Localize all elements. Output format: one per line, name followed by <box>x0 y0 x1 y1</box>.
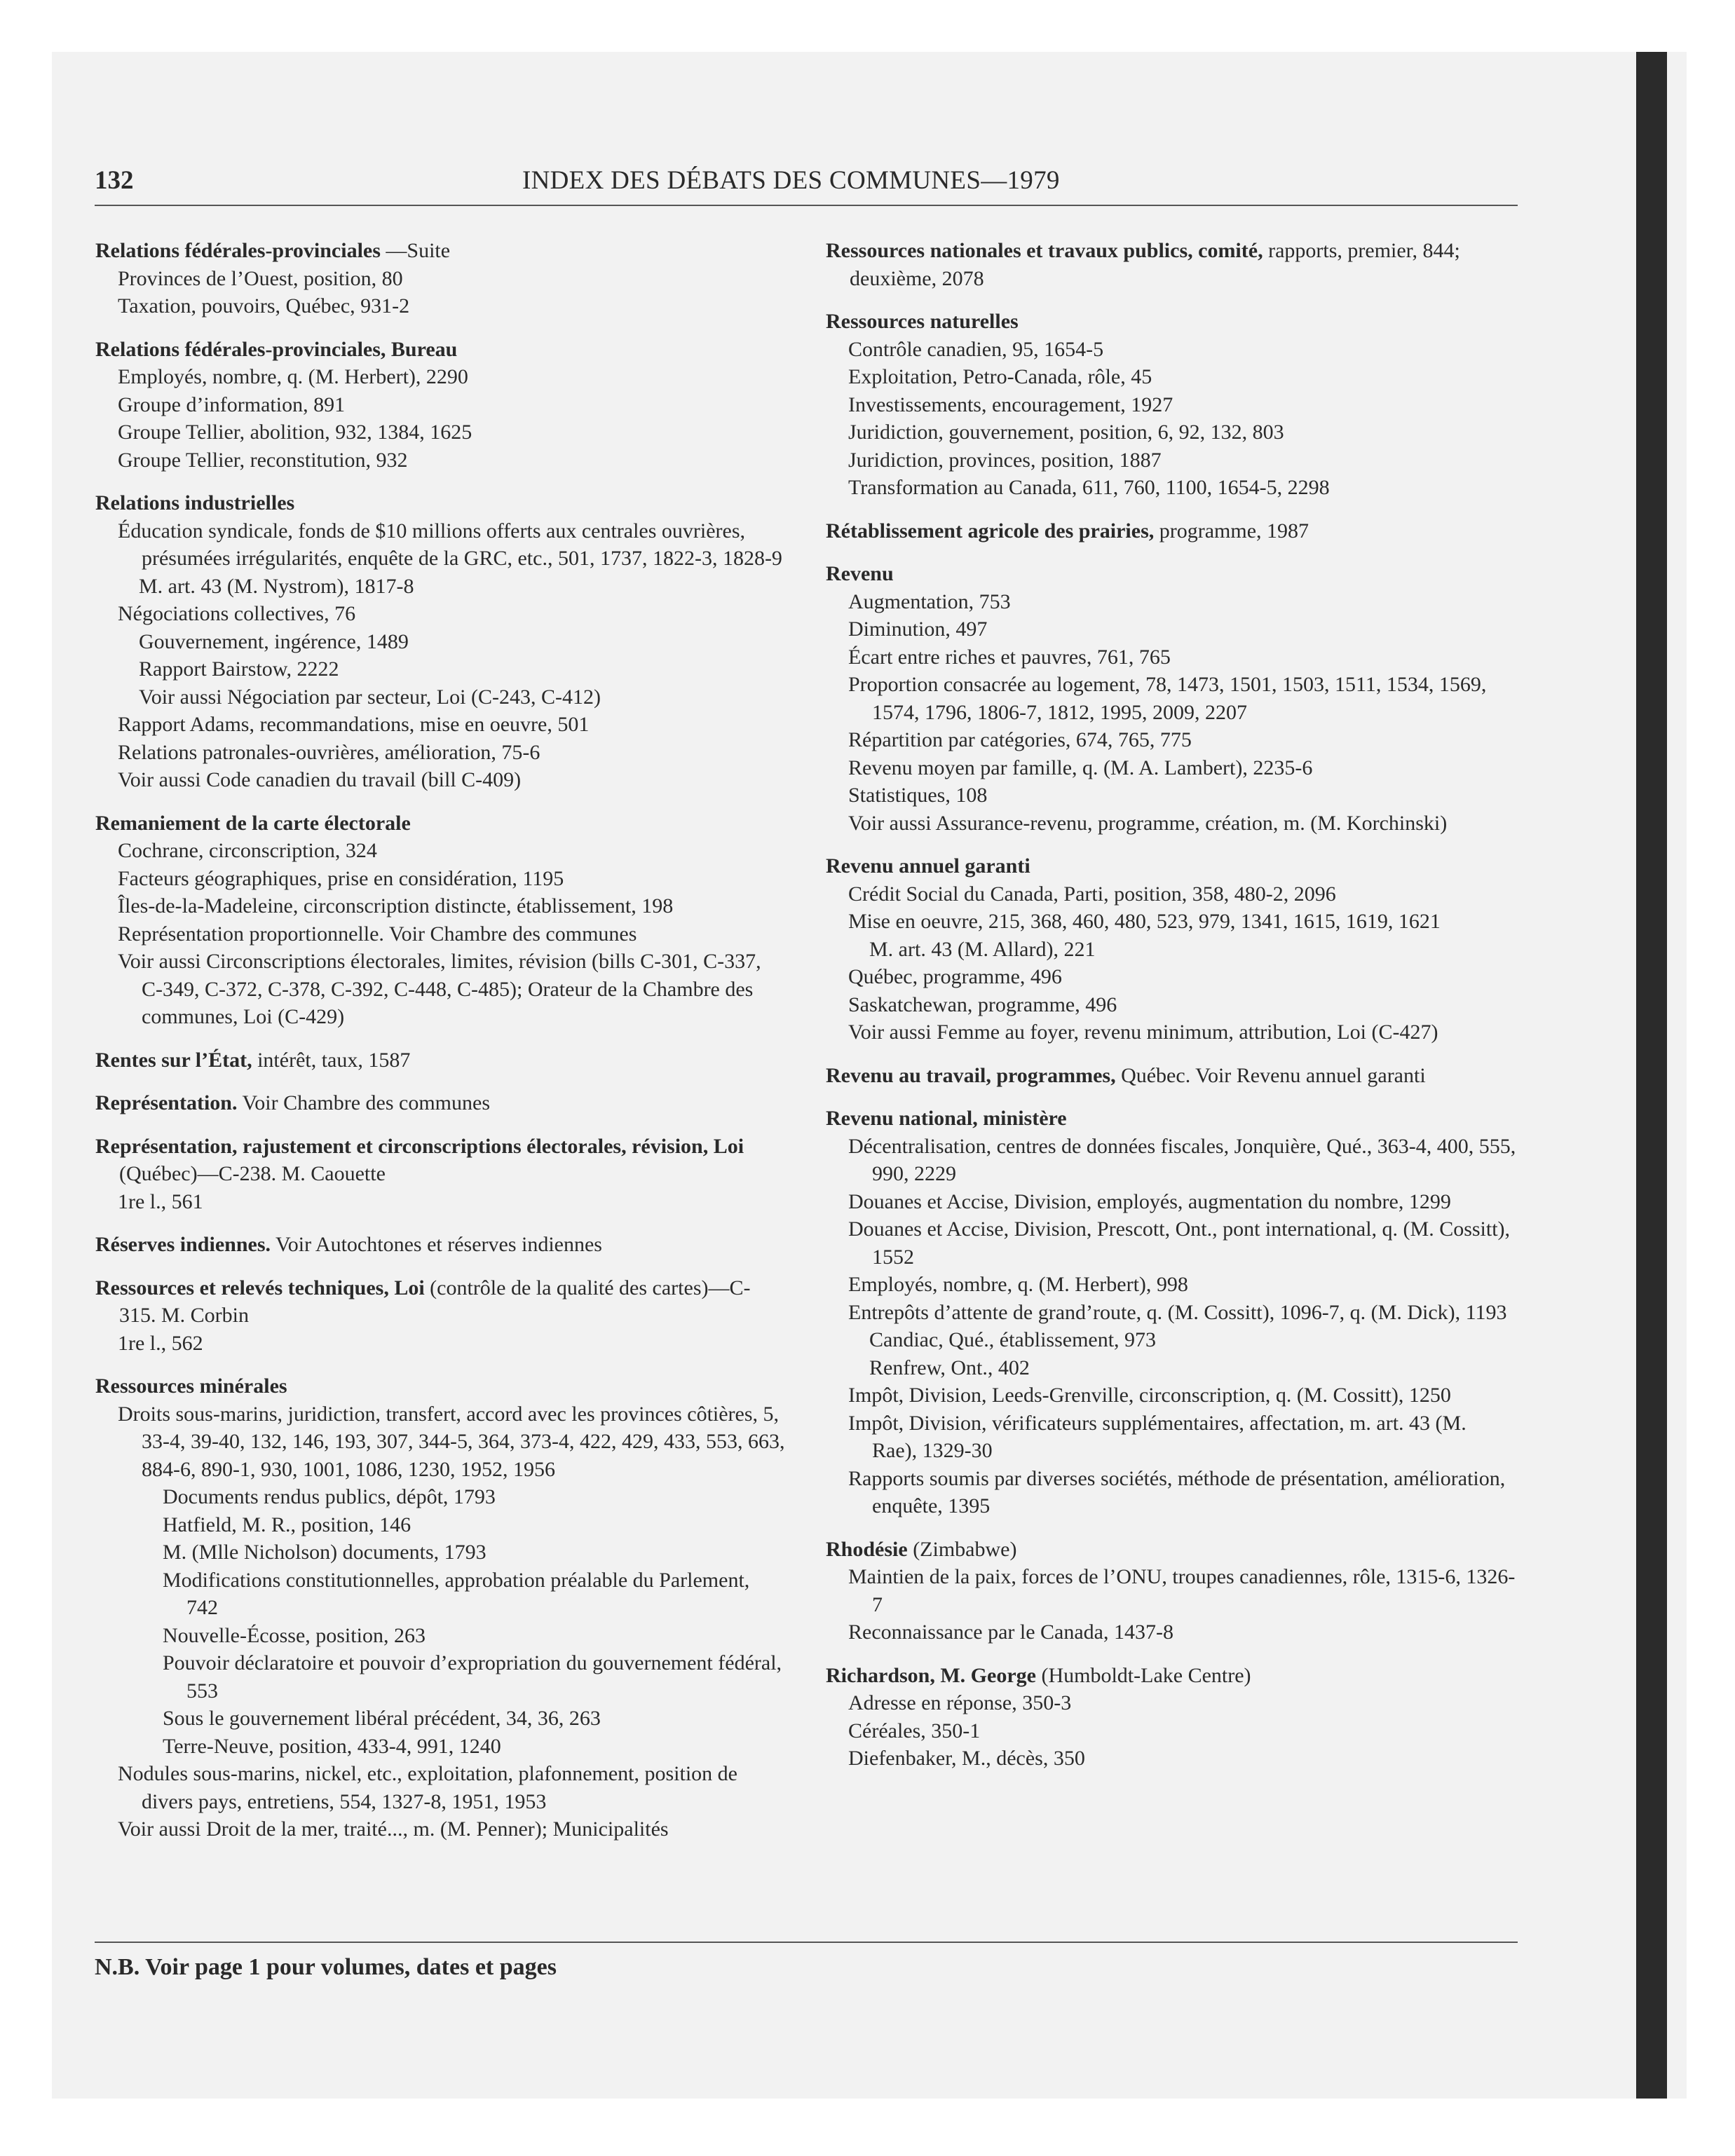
index-subentry: Douanes et Accise, Division, Prescott, Ont., pont international, q. (M. Cossitt), 1552 <box>848 1217 1511 1269</box>
index-subentry: Facteurs géographiques, prise en considération, 1195 <box>118 866 564 890</box>
index-entry-heading <box>826 308 1516 336</box>
index-entry-heading <box>95 237 786 265</box>
index-entry-heading <box>826 560 1516 588</box>
index-entry <box>95 810 786 1031</box>
index-entry <box>95 336 786 475</box>
index-subentry: Revenu moyen par famille, q. (M. A. Lambert), 2235-6 <box>848 756 1313 779</box>
index-subentry: Crédit Social du Canada, Parti, position, 358, 480-2, 2096 <box>848 882 1336 906</box>
index-entry-heading <box>826 852 1516 880</box>
entry-term-rest: (contrôle de la qualité des cartes)—C-315. M. Corbin <box>119 1276 751 1327</box>
index-subentry: Droits sous-marins, juridiction, transfert, accord avec les provinces côtières, 5, 33-4, 39-40, 132, 146, 193, 307, 344-5, 364, 373-4, 422, 429, 433, 553, 663, 884-6, 890-1, 930, 1001, 1086, 1230, 1952, 1956 <box>118 1402 785 1481</box>
entry-term: Richardson, M. George <box>826 1663 1036 1687</box>
entry-term: Revenu au travail, programmes, <box>826 1063 1116 1087</box>
index-subentry: Décentralisation, centres de données fiscales, Jonquière, Qué., 363-4, 400, 555, 990, 2229 <box>848 1134 1516 1185</box>
index-entry-heading <box>826 1662 1516 1690</box>
running-title: INDEX DES DÉBATS DES COMMUNES—1979 <box>522 166 1060 195</box>
index-subentry: Modifications constitutionnelles, approbation préalable du Parlement, 742 <box>163 1568 750 1619</box>
page-header <box>95 165 1518 206</box>
index-entry <box>826 1536 1516 1646</box>
index-entry-heading <box>95 489 786 517</box>
index-entry <box>826 237 1516 292</box>
entry-term: Revenu <box>826 562 894 585</box>
entry-term: Relations industrielles <box>95 491 295 514</box>
index-subentry: Exploitation, Petro-Canada, rôle, 45 <box>848 365 1152 388</box>
index-subentry: Relations patronales-ouvrières, amélioration, 75-6 <box>118 740 540 764</box>
entry-term: Ressources et relevés techniques, Loi <box>95 1276 425 1299</box>
scan-edge-bar <box>1636 52 1667 2099</box>
index-subentry: Terre-Neuve, position, 433-4, 991, 1240 <box>163 1734 501 1758</box>
index-subentry: Négociations collectives, 76 <box>118 602 356 625</box>
index-entry <box>95 1133 786 1216</box>
index-entry-heading <box>95 1046 786 1074</box>
index-subentry: Voir aussi Code canadien du travail (bill C-409) <box>118 768 522 791</box>
index-subentry: Juridiction, provinces, position, 1887 <box>848 448 1162 472</box>
index-entry <box>826 852 1516 1046</box>
entry-term-rest: (Québec)—C-238. M. Caouette <box>119 1162 386 1185</box>
entry-term: Rentes sur l’État, <box>95 1048 252 1072</box>
index-entry-heading <box>95 336 786 364</box>
index-entry <box>95 1046 786 1074</box>
index-entry-heading <box>826 1105 1516 1133</box>
index-entry <box>826 308 1516 502</box>
index-entry <box>95 1089 786 1117</box>
index-entry-heading <box>826 517 1516 545</box>
index-subentry: Entrepôts d’attente de grand’route, q. (M. Cossitt), 1096-7, q. (M. Dick), 1193 <box>848 1300 1507 1324</box>
entry-term: Représentation. <box>95 1091 238 1114</box>
index-subentry: Contrôle canadien, 95, 1654-5 <box>848 337 1104 361</box>
index-subentry: Groupe Tellier, abolition, 932, 1384, 1625 <box>118 421 472 444</box>
index-entry <box>95 1231 786 1259</box>
index-subentry: Rapport Bairstow, 2222 <box>139 657 339 681</box>
index-subentry: Proportion consacrée au logement, 78, 1473, 1501, 1503, 1511, 1534, 1569, 1574, 1796, 1806-7, 1812, 1995, 2009, 2207 <box>848 673 1487 724</box>
index-subentry: Voir aussi Négociation par secteur, Loi (C-243, C-412) <box>139 685 601 709</box>
entry-term: Revenu national, ministère <box>826 1107 1067 1130</box>
index-entry <box>95 1372 786 1843</box>
index-subentry: Mise en oeuvre, 215, 368, 460, 480, 523, 979, 1341, 1615, 1619, 1621 <box>848 910 1441 933</box>
entry-term-rest: intérêt, taux, 1587 <box>252 1048 411 1072</box>
index-entry <box>95 489 786 794</box>
index-subentry: Gouvernement, ingérence, 1489 <box>139 629 409 653</box>
index-subentry: Représentation proportionnelle. Voir Chambre des communes <box>118 922 637 946</box>
index-subentry: M. art. 43 (M. Allard), 221 <box>869 937 1096 961</box>
index-subentry: Céréales, 350-1 <box>848 1719 981 1742</box>
index-entry <box>95 237 786 320</box>
index-subentry: Sous le gouvernement libéral précédent, 34, 36, 263 <box>163 1707 601 1730</box>
entry-term: Relations fédérales-provinciales, Bureau <box>95 337 458 361</box>
index-entry <box>95 1274 786 1358</box>
entry-term-rest: Québec. Voir Revenu annuel garanti <box>1115 1063 1426 1087</box>
index-subentry: Groupe d’information, 891 <box>118 393 346 416</box>
index-entry-heading <box>95 1274 786 1330</box>
index-subentry: Juridiction, gouvernement, position, 6, 92, 132, 803 <box>848 421 1284 444</box>
index-subentry: Documents rendus publics, dépôt, 1793 <box>163 1485 496 1508</box>
index-subentry: Renfrew, Ont., 402 <box>869 1356 1030 1379</box>
index-subentry: Saskatchewan, programme, 496 <box>848 992 1117 1016</box>
entry-term-rest: (Humboldt-Lake Centre) <box>1035 1663 1251 1687</box>
entry-term: Ressources nationales et travaux publics, comité, <box>826 239 1263 262</box>
index-subentry: Québec, programme, 496 <box>848 965 1062 988</box>
page-number: 132 <box>95 166 134 195</box>
entry-term: Rétablissement agricole des prairies, <box>826 519 1155 543</box>
index-subentry: 1re l., 562 <box>118 1331 203 1355</box>
index-entry <box>826 1062 1516 1090</box>
index-subentry: Douanes et Accise, Division, employés, augmentation du nombre, 1299 <box>848 1189 1451 1213</box>
index-subentry: Pouvoir déclaratoire et pouvoir d’expropriation du gouvernement fédéral, 553 <box>163 1651 782 1703</box>
index-subentry: M. (Mlle Nicholson) documents, 1793 <box>163 1541 487 1564</box>
index-subentry: Voir aussi Assurance-revenu, programme, création, m. (M. Korchinski) <box>848 811 1448 835</box>
entry-term-rest: programme, 1987 <box>1154 519 1309 543</box>
entry-term: Rhodésie <box>826 1537 908 1561</box>
index-subentry: 1re l., 561 <box>118 1189 203 1213</box>
index-entry <box>826 1105 1516 1520</box>
index-subentry: Rapports soumis par diverses sociétés, méthode de présentation, amélioration, enquête, 1395 <box>848 1466 1506 1517</box>
entry-term-rest: —Suite <box>380 239 451 262</box>
index-entry-heading <box>95 1133 786 1188</box>
entry-term-rest: Voir Autochtones et réserves indiennes <box>271 1233 602 1256</box>
entry-term-rest: (Zimbabwe) <box>907 1537 1017 1561</box>
index-subentry: Provinces de l’Ouest, position, 80 <box>118 266 403 290</box>
index-column-left <box>95 237 786 1859</box>
index-entry-heading <box>826 1062 1516 1090</box>
footer-note: N.B. Voir page 1 pour volumes, dates et pages <box>95 1954 557 1980</box>
entry-term: Représentation, rajustement et circonscriptions électorales, révision, Loi <box>95 1134 744 1158</box>
index-subentry: Adresse en réponse, 350-3 <box>848 1691 1072 1714</box>
footer-rule <box>95 1942 1518 1943</box>
index-subentry: Reconnaissance par le Canada, 1437-8 <box>848 1621 1173 1644</box>
index-entry <box>826 517 1516 545</box>
index-subentry: Statistiques, 108 <box>848 784 988 807</box>
index-column-right <box>826 237 1516 1788</box>
entry-term-rest: rapports, premier, 844; deuxième, 2078 <box>850 239 1460 290</box>
index-subentry: Impôt, Division, vérificateurs supplémentaires, affectation, m. art. 43 (M. Rae), 1329-30 <box>848 1411 1467 1462</box>
index-subentry: Hatfield, M. R., position, 146 <box>163 1513 411 1536</box>
entry-term: Réserves indiennes. <box>95 1233 271 1256</box>
index-subentry: Écart entre riches et pauvres, 761, 765 <box>848 645 1171 669</box>
index-subentry: Employés, nombre, q. (M. Herbert), 998 <box>848 1273 1188 1296</box>
index-entry <box>826 1662 1516 1773</box>
index-subentry: Rapport Adams, recommandations, mise en oeuvre, 501 <box>118 713 590 736</box>
index-subentry: Maintien de la paix, forces de l’ONU, troupes canadiennes, rôle, 1315-6, 1326-7 <box>848 1565 1516 1616</box>
index-subentry: Augmentation, 753 <box>848 589 1011 613</box>
index-subentry: M. art. 43 (M. Nystrom), 1817-8 <box>139 574 414 598</box>
index-subentry: Répartition par catégories, 674, 765, 775 <box>848 728 1192 751</box>
index-entry-heading <box>95 810 786 838</box>
entry-term: Relations fédérales-provinciales <box>95 239 381 262</box>
entry-term: Remaniement de la carte électorale <box>95 811 411 835</box>
index-subentry: Îles-de-la-Madeleine, circonscription distincte, établissement, 198 <box>118 894 674 917</box>
index-entry-heading <box>826 1536 1516 1564</box>
index-subentry: Voir aussi Circonscriptions électorales, limites, révision (bills C-301, C-337, C-349, C-372, C-378, C-392, C-448, C-485); Orateur de la Chambre des communes, Loi (C-429) <box>118 950 761 1028</box>
index-subentry: Voir aussi Droit de la mer, traité..., m. (M. Penner); Municipalités <box>118 1817 669 1841</box>
index-subentry: Diminution, 497 <box>848 618 988 641</box>
index-subentry: Voir aussi Femme au foyer, revenu minimum, attribution, Loi (C-427) <box>848 1021 1438 1044</box>
index-subentry: Cochrane, circonscription, 324 <box>118 839 377 862</box>
index-subentry: Nouvelle-Écosse, position, 263 <box>163 1623 426 1647</box>
index-subentry: Éducation syndicale, fonds de $10 millions offerts aux centrales ouvrières, présumées irrégularités, enquête de la GRC, etc., 501, 1737, 1822-3, 1828-9 <box>118 519 782 570</box>
entry-term: Ressources minérales <box>95 1374 287 1398</box>
index-subentry: Impôt, Division, Leeds-Grenville, circonscription, q. (M. Cossitt), 1250 <box>848 1384 1451 1407</box>
index-subentry: Groupe Tellier, reconstitution, 932 <box>118 448 408 472</box>
index-subentry: Investissements, encouragement, 1927 <box>848 393 1173 416</box>
index-subentry: Transformation au Canada, 611, 760, 1100, 1654-5, 2298 <box>848 476 1330 499</box>
index-subentry: Candiac, Qué., établissement, 973 <box>869 1328 1157 1351</box>
entry-term-rest: Voir Chambre des communes <box>237 1091 490 1114</box>
index-entry-heading <box>95 1372 786 1400</box>
index-entry-heading <box>826 237 1516 292</box>
entry-term: Revenu annuel garanti <box>826 854 1030 878</box>
index-subentry: Taxation, pouvoirs, Québec, 931-2 <box>118 294 410 318</box>
entry-term: Ressources naturelles <box>826 310 1019 333</box>
index-entry-heading <box>95 1231 786 1259</box>
index-subentry: Employés, nombre, q. (M. Herbert), 2290 <box>118 365 468 388</box>
index-subentry: Diefenbaker, M., décès, 350 <box>848 1747 1085 1770</box>
index-subentry: Nodules sous-marins, nickel, etc., exploitation, plafonnement, position de divers pays, entretiens, 554, 1327-8, 1951, 1953 <box>118 1762 737 1813</box>
index-entry-heading <box>95 1089 786 1117</box>
index-entry <box>826 560 1516 837</box>
